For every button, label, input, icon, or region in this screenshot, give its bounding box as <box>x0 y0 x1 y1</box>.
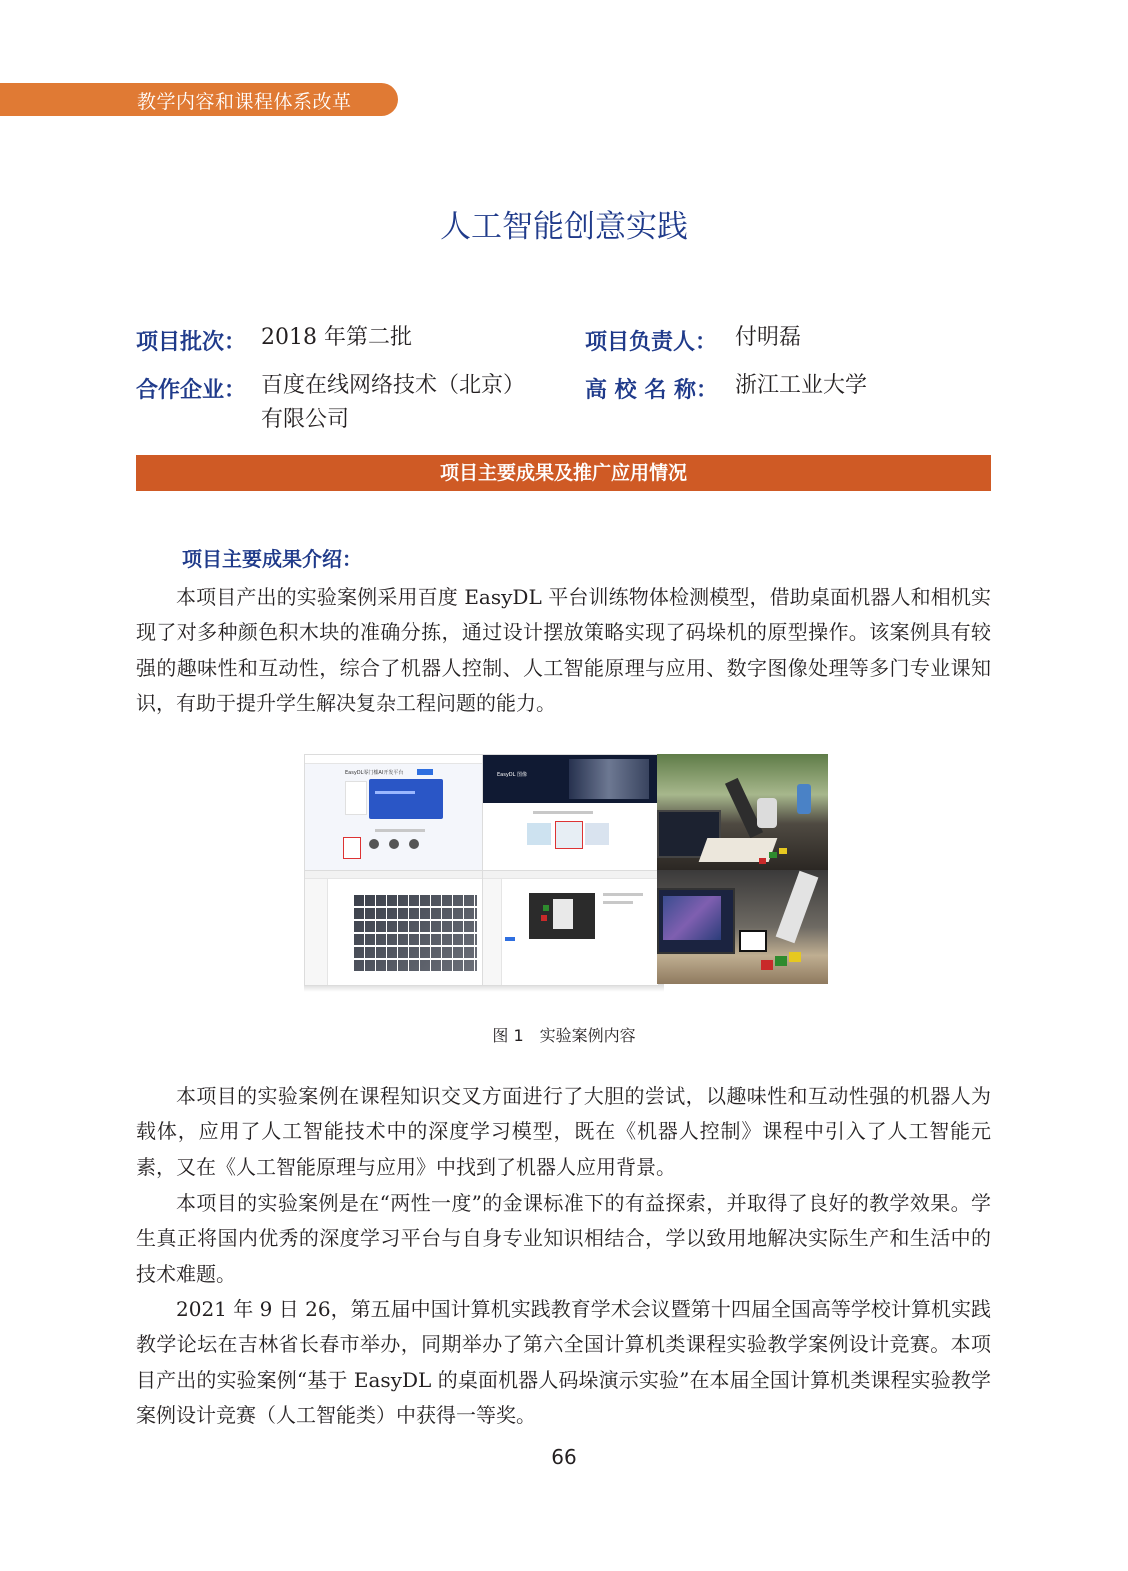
school-value: 浙江工业大学 <box>735 373 868 398</box>
leader-value: 付明磊 <box>735 325 802 350</box>
paragraph-3: 本项目的实验案例是在“两性一度”的金课标准下的有益探索，并取得了良好的教学效果。学生真正将国内优秀的深度学习平台与自身专业知识相结合，学以致用地解决实际生产和生活中的技术难题。 <box>136 1191 991 1286</box>
paragraph-4: 2021 年 9 日 26，第五届中国计算机实践教育学术会议暨第十四届全国高等学校计算机实践教学论坛在吉林省长春市举办，同期举办了第六全国计算机类课程实验教学案例设计竞赛。本项目产出的实验案例“基于 EasyDL 的桌面机器人码垛演示实验”在本届全国计算机类课程实验教学案例设计竞赛（人工智能类）中获得一等奖。 <box>136 1297 991 1427</box>
page-title: 人工智能创意实践 <box>440 209 688 245</box>
screenshot-dataset-grid <box>304 870 484 986</box>
screenshot-easydl-image <box>482 754 659 872</box>
figure-caption: 图 1 实验案例内容 <box>492 1026 636 1045</box>
company-value-line2: 有限公司 <box>261 407 350 432</box>
photo-desktop-robot-1 <box>657 754 828 870</box>
screenshot-easydl-home <box>304 754 484 872</box>
leader-label: 项目负责人： <box>585 330 718 355</box>
batch-label: 项目批次： <box>136 330 247 355</box>
school-label: 高 校 名 称： <box>585 378 718 403</box>
screenshot-annotation <box>482 870 659 986</box>
chapter-header-band <box>0 83 398 116</box>
section-bar: 项目主要成果及推广应用情况 <box>136 455 991 491</box>
screen1-heading: EasyDL零门槛AI开发平台 <box>345 770 404 776</box>
photo-desktop-robot-2 <box>657 870 828 984</box>
company-value-line1: 百度在线网络技术（北京） <box>261 373 526 398</box>
figure-image <box>304 754 828 986</box>
subheading: 项目主要成果介绍： <box>182 547 362 571</box>
company-label: 合作企业： <box>136 378 247 403</box>
chapter-header-label: 教学内容和课程体系改革 <box>137 91 352 113</box>
paragraph-1: 本项目产出的实验案例采用百度 EasyDL 平台训练物体检测模型，借助桌面机器人和相机实现了对多种颜色积木块的准确分拣，通过设计摆放策略实现了码垛机的原型操作。该案例具有较强的趣味性和互动性，综合了机器人控制、人工智能原理与应用、数字图像处理等多门专业课知识，有助于提升学生解决复杂工程问题的能力。 <box>136 585 991 715</box>
page-number: 66 <box>551 1445 577 1469</box>
paragraph-2: 本项目的实验案例在课程知识交叉方面进行了大胆的尝试，以趣味性和互动性强的机器人为载体，应用了人工智能技术中的深度学习模型，既在《机器人控制》课程中引入了人工智能元素，又在《人工智能原理与应用》中找到了机器人应用背景。 <box>136 1084 991 1179</box>
batch-value: 2018 年第二批 <box>261 325 412 350</box>
screen2-heading: EasyDL 图像 <box>497 772 528 778</box>
